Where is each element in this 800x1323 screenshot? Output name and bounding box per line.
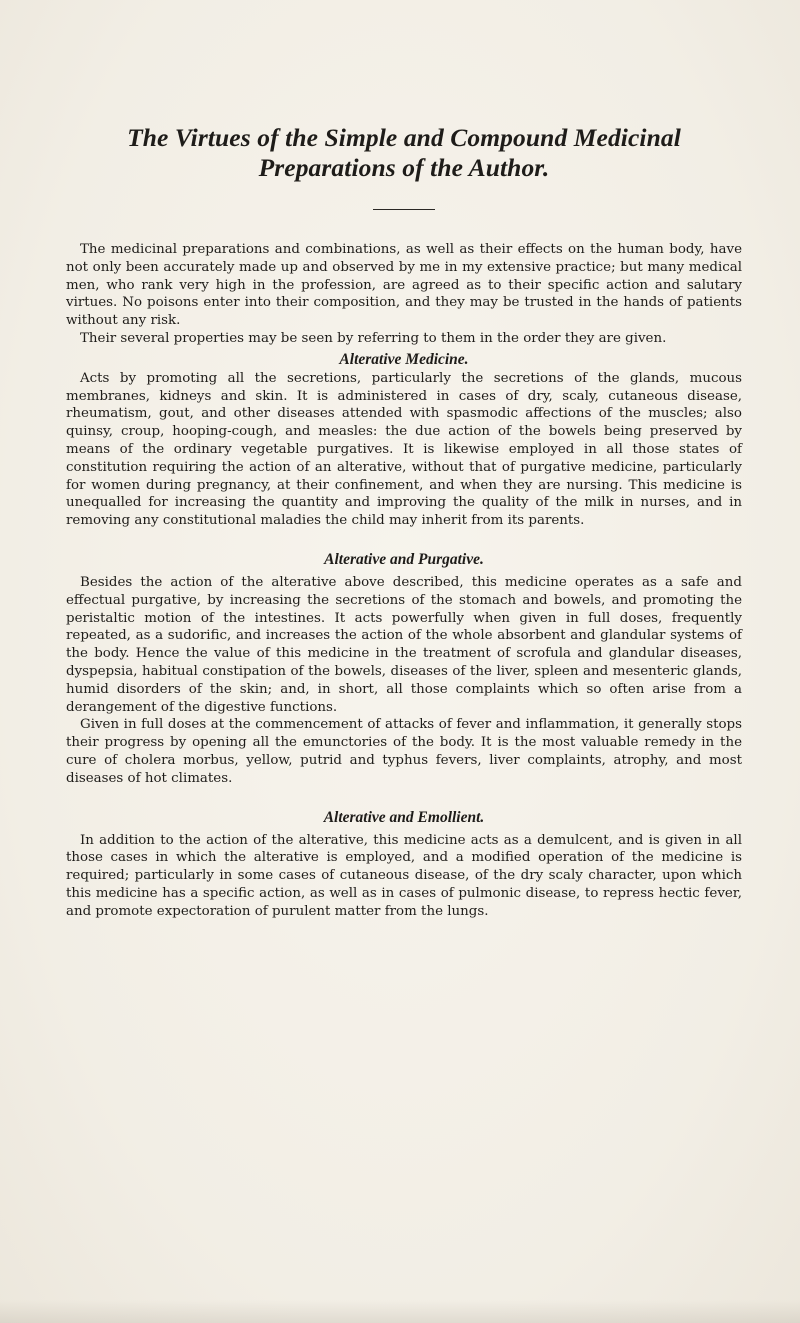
intro-paragraph-2: Their several properties may be seen by referring to them in the order they are given. <box>80 330 667 346</box>
section-paragraph: Acts by promoting all the secretions, particularly the secretions of the glands, mucous membranes, kidneys and skin. It is administered in cases of dry, scaly, cutaneous disease, rheumatism, gout, and other diseases attended with spasmodic affections of the muscles; also quinsy, croup, hooping-cough, and measles: the due action of the bowels being preserved by means of the ordinary vegetable purgatives. It is likewise employed in all those states of constitution requiring the action of an alterative, without that of purgative medicine, particularly for women during pregnancy, at their confinement, and when they are nursing. This medicine is unequalled for increasing the quantity and improving the quality of the milk in nurses, and in removing any constitutional maladies the child may inherit from its parents. <box>66 370 742 529</box>
title-line-2: Preparations of the Author. <box>258 153 550 182</box>
title-divider <box>373 209 435 210</box>
section-paragraph: Besides the action of the alterative above described, this medicine operates as a safe and effectual purgative, by increasing the secretions of the stomach and bowels, and promoting the peristaltic motion of the intestines. It acts powerfully when given in full doses, frequently repeated, as a sudorific, and increases the action of the whole absorbent and glandular systems of the body. Hence the value of this medicine in the treatment of scrofula and glandular diseases, dyspepsia, habitual constipation of the bowels, diseases of the liver, spleen and mesenteric glands, humid disorders of the skin; and, in short, all those complaints which so often arise from a derangement of the digestive functions. <box>66 574 742 715</box>
intro-paragraph-1: The medicinal preparations and combinations, as well as their effects on the human body, have not only been accurately made up and observed by me in my extensive practice; but many medical men, who rank very high in the profession, are agreed as to their specific action and salutary virtues. No poisons enter into their composition, and they may be trusted in the hands of patients without any risk. <box>66 242 742 329</box>
section-heading-alterative-purgative: Alterative and Purgative. <box>324 550 484 568</box>
section-heading-alterative-emollient: Alterative and Emollient. <box>323 808 485 826</box>
section-paragraph: In addition to the action of the alterative, this medicine acts as a demulcent, and is given in all those cases in which the alterative is employed, and a modified operation of the medicine is required; particularly in some cases of cutaneous disease, of the dry scaly character, upon which this medicine has a specific action, as well as in cases of pulmonic disease, to repress hectic fever, and promote expectoration of purulent matter from the lungs. <box>66 832 742 919</box>
page-content <box>66 123 742 921</box>
section-paragraph: Given in full doses at the commencement of attacks of fever and inflammation, it generally stops their progress by opening all the emunctories of the body. It is the most valuable remedy in the cure of cholera morbus, yellow, putrid and typhus fevers, liver complaints, atrophy, and most diseases of hot climates. <box>66 717 742 786</box>
section-heading-alterative: Alterative Medicine. <box>339 350 469 368</box>
page-bottom-shadow <box>0 1300 800 1323</box>
page-title <box>66 123 742 183</box>
title-line-1: The Virtues of the Simple and Compound Medicinal <box>127 123 681 152</box>
